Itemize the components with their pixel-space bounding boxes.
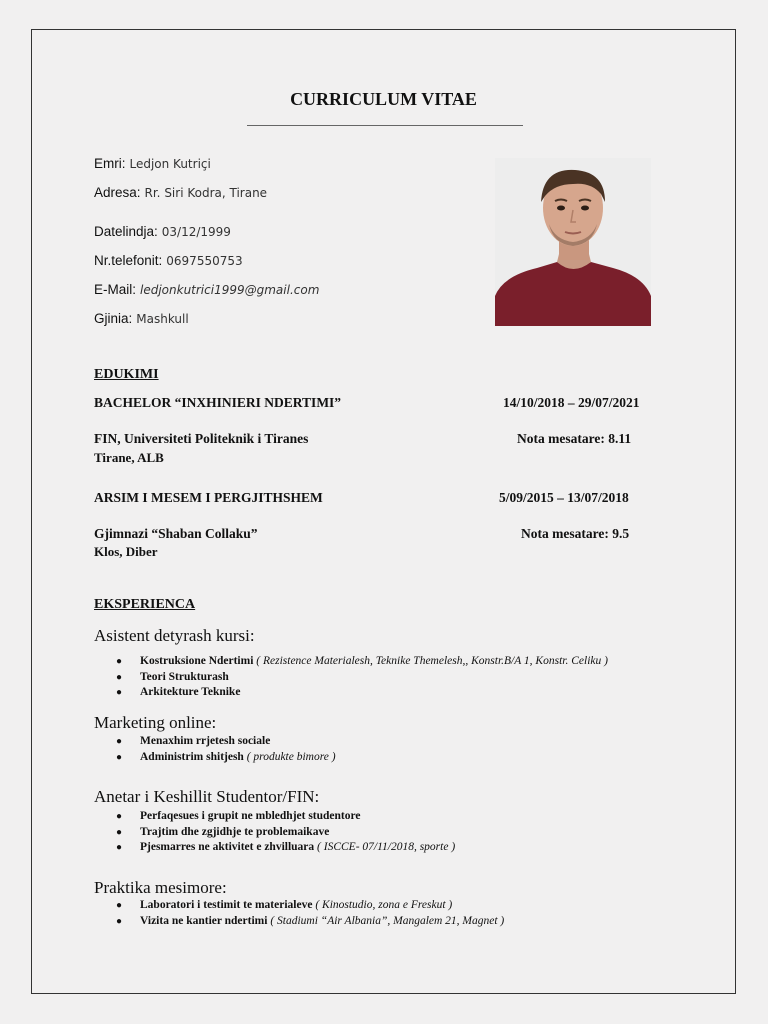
bullet-icon: ● — [116, 900, 123, 911]
bullet-icon: ● — [116, 687, 123, 698]
info-email — [94, 282, 319, 297]
list-item: ● Trajtim dhe zgjidhje te problemaikave — [94, 825, 455, 841]
experience-group-title: Asistent detyrash kursi: — [94, 626, 255, 645]
degree-title: ARSIM I MESEM I PERGJITHSHEM — [94, 490, 323, 505]
list-item: ● Teori Strukturash — [94, 670, 608, 686]
education-heading: EDUKIMI — [94, 367, 159, 382]
bullet-icon: ● — [116, 826, 123, 838]
list-item: ● Perfaqesues i grupit ne mbledhjet studentore — [94, 809, 455, 825]
experience-heading: EKSPERIENCA — [94, 597, 196, 612]
institution-name: Gjimnazi “Shaban Collaku” — [94, 526, 258, 541]
institution-location: Klos, Diber — [94, 544, 158, 559]
bullet-icon: ● — [116, 656, 123, 667]
degree-dates: 14/10/2018 – 29/07/2021 — [503, 395, 640, 410]
experience-group-title: Praktika mesimore: — [94, 878, 227, 897]
bullet-icon: ● — [116, 671, 123, 683]
info-key: E-Mail: — [94, 282, 137, 297]
info-gender — [94, 311, 189, 326]
institution-location: Tirane, ALB — [94, 450, 164, 465]
info-value: Ledjon Kutriçi — [129, 157, 211, 171]
info-key: Adresa: — [94, 185, 141, 200]
degree-dates: 5/09/2015 – 13/07/2018 — [499, 490, 629, 505]
info-key: Nr.telefonit: — [94, 253, 163, 268]
info-value: ledjonkutrici1999@gmail.com — [140, 283, 320, 297]
info-key: Datelindja: — [94, 224, 158, 239]
info-value: 0697550753 — [166, 254, 243, 268]
info-value: Rr. Siri Kodra, Tirane — [144, 186, 268, 200]
info-value: 03/12/1999 — [161, 225, 231, 239]
experience-group-title: Marketing online: — [94, 713, 217, 732]
list-item: ● Administrim shitjesh ( produkte bimore ) — [94, 750, 336, 766]
person-portrait-icon — [495, 158, 651, 326]
title-divider — [247, 125, 523, 126]
experience-list — [94, 809, 455, 856]
profile-photo — [495, 158, 651, 326]
list-item: ● Arkitekture Teknike — [94, 685, 608, 701]
bullet-icon: ● — [116, 811, 123, 822]
info-birthdate — [94, 224, 231, 239]
info-key: Gjinia: — [94, 311, 133, 326]
document-title: CURRICULUM VITAE — [290, 89, 477, 109]
info-address — [94, 185, 267, 200]
info-name — [94, 156, 211, 171]
bullet-icon: ● — [116, 842, 123, 853]
experience-list — [94, 898, 504, 929]
info-phone — [94, 253, 243, 268]
grade-average: Nota mesatare: 8.11 — [517, 431, 632, 446]
list-item: ● Laboratori i testimit te materialeve ( Kinostudio, zona e Freskut ) — [94, 898, 504, 914]
info-key: Emri: — [94, 156, 126, 171]
bullet-icon: ● — [116, 751, 123, 763]
cv-page — [31, 29, 736, 994]
experience-list — [94, 734, 336, 765]
info-value: Mashkull — [136, 312, 189, 326]
experience-group-title: Anetar i Keshillit Studentor/FIN: — [94, 787, 320, 806]
list-item: ● Vizita ne kantier ndertimi ( Stadiumi “Air Albania”, Mangalem 21, Magnet ) — [94, 914, 504, 930]
institution-name: FIN, Universiteti Politeknik i Tiranes — [94, 431, 309, 446]
bullet-icon: ● — [116, 915, 123, 927]
bullet-icon: ● — [116, 736, 123, 747]
experience-list — [94, 654, 608, 701]
list-item: ● Pjesmarres ne aktivitet e zhvilluara ( ISCCE- 07/11/2018, sporte ) — [94, 840, 455, 856]
list-item: ● Menaxhim rrjetesh sociale — [94, 734, 336, 750]
grade-average: Nota mesatare: 9.5 — [521, 526, 630, 541]
list-item: ● Kostruksione Ndertimi ( Rezistence Materialesh, Teknike Themelesh,, Konstr.B/A 1, Konstr. Celiku ) — [94, 654, 608, 670]
degree-title: BACHELOR “INXHINIERI NDERTIMI” — [94, 395, 342, 410]
